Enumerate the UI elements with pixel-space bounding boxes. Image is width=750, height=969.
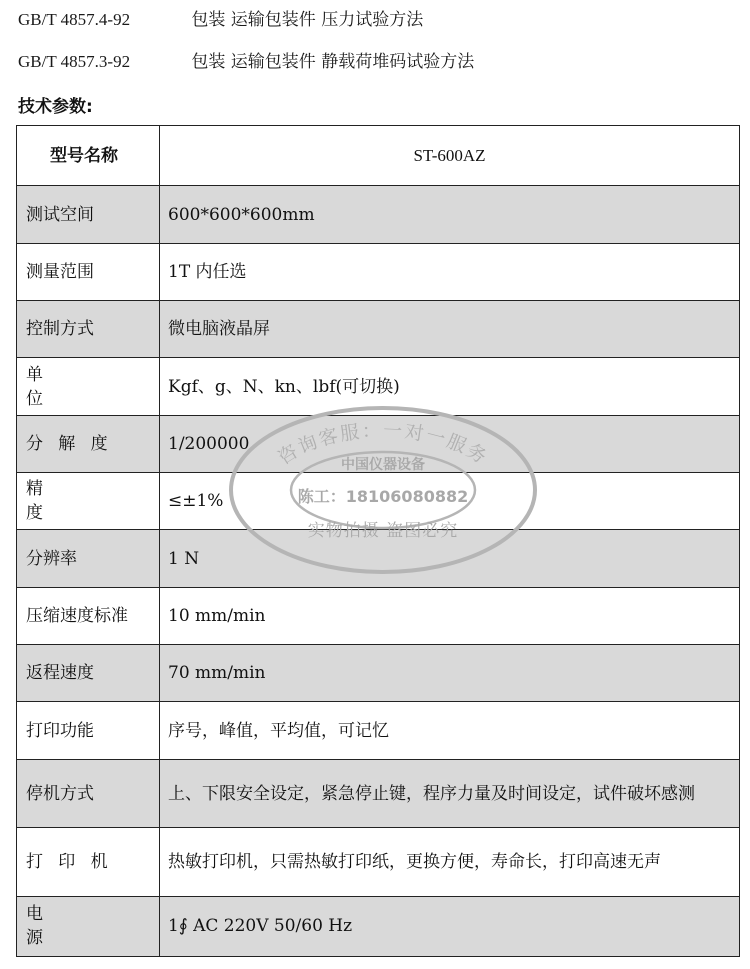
standard-code: GB/T 4857.3-92 <box>18 52 131 71</box>
table-row <box>17 530 740 587</box>
table-row <box>17 358 740 415</box>
table-row <box>17 702 740 759</box>
table-row <box>17 186 740 243</box>
row-value: 1/200000 <box>160 415 740 472</box>
table-row <box>17 243 740 300</box>
standard-line-2 <box>18 52 474 72</box>
row-value: 序号，峰值，平均值，可记忆 <box>160 702 740 759</box>
row-value: 1∮ AC 220V 50/60 Hz <box>160 896 740 956</box>
row-value: 热敏打印机，只需热敏打印纸，更换方便，寿命长，打印高速无声 <box>160 828 740 896</box>
row-label: 控制方式 <box>17 301 160 358</box>
watermark-arc-text: 咨询客服：一对一服务 <box>274 419 492 470</box>
row-value: Kgf、g、N、kn、lbf(可切换) <box>160 358 740 415</box>
table-row <box>17 828 740 896</box>
watermark-company: 中国仪器设备 <box>341 457 425 473</box>
table-row <box>17 473 740 530</box>
table-header-row <box>17 126 740 186</box>
header-value: ST-600AZ <box>160 126 740 186</box>
row-label <box>17 896 160 956</box>
row-value: 上、下限安全设定，紧急停止键，程序力量及时间设定，试件破坏感测 <box>160 759 740 827</box>
table-row <box>17 645 740 702</box>
section-title: 技术参数: <box>18 97 93 117</box>
row-label-text: 打印机 <box>26 851 123 872</box>
row-value: 1T 内任选 <box>160 243 740 300</box>
row-label-text: 单 位 <box>26 364 81 409</box>
row-label <box>17 828 160 896</box>
standard-description: 包装 运输包装件 压力试验方法 <box>191 10 424 30</box>
row-label-text: 精 度 <box>26 479 81 524</box>
row-label: 测量范围 <box>17 243 160 300</box>
row-value: 600*600*600mm <box>160 186 740 243</box>
parameters-table <box>16 125 740 957</box>
row-label: 停机方式 <box>17 759 160 827</box>
row-label: 测试空间 <box>17 186 160 243</box>
table-row <box>17 896 740 956</box>
table-row <box>17 759 740 827</box>
row-value: ≤±1% <box>160 473 740 530</box>
row-label <box>17 415 160 472</box>
row-label: 返程速度 <box>17 645 160 702</box>
row-label <box>17 473 160 530</box>
row-label: 分辨率 <box>17 530 160 587</box>
watermark-notice: 实物拍摄 盗图必究 <box>307 521 459 541</box>
row-label-text: 分解度 <box>26 433 123 454</box>
standard-code: GB/T 4857.4-92 <box>18 10 131 29</box>
row-value: 1 N <box>160 530 740 587</box>
row-value: 70 mm/min <box>160 645 740 702</box>
table-row <box>17 415 740 472</box>
standard-description: 包装 运输包装件 静载荷堆码试验方法 <box>191 52 475 72</box>
row-label <box>17 358 160 415</box>
table-row <box>17 301 740 358</box>
watermark-phone: 陈工：18106080882 <box>297 487 469 506</box>
table-row <box>17 587 740 644</box>
row-value: 微电脑液晶屏 <box>160 301 740 358</box>
row-label: 压缩速度标准 <box>17 587 160 644</box>
header-label: 型号名称 <box>17 126 160 186</box>
standard-line-1 <box>18 10 423 30</box>
row-value: 10 mm/min <box>160 587 740 644</box>
row-label-text: 电 源 <box>26 904 81 949</box>
row-label: 打印功能 <box>17 702 160 759</box>
